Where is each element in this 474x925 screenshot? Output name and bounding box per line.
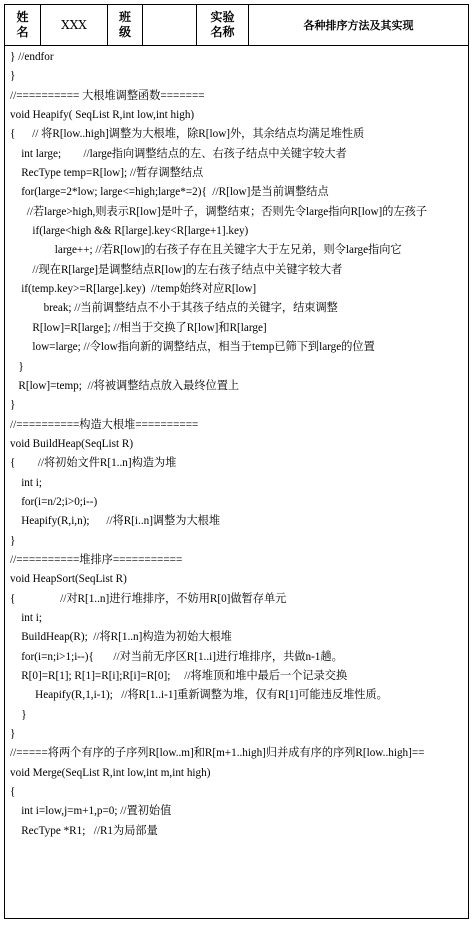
code-line: for(i=n;i>1;i--){ //对当前无序区R[1..i]进行堆排序，共做n-1趟。 <box>10 650 343 663</box>
code-line: void HeapSort(SeqList R) <box>10 573 127 586</box>
code-line: } <box>10 399 16 412</box>
name-value: XXX <box>61 18 87 32</box>
experiment-title: 各种排序方法及其实现 <box>303 19 414 32</box>
code-line: break; //当前调整结点不小于其孩子结点的关键字，结束调整 <box>10 302 338 315</box>
code-line: for(i=n/2;i>0;i--) <box>10 495 98 508</box>
class-label: 班 级 <box>118 10 131 39</box>
code-line: RecType *R1; //R1为局部量 <box>10 824 158 837</box>
code-line: } <box>10 728 16 741</box>
code-line: void BuildHeap(SeqList R) <box>10 437 134 450</box>
class-value-cell <box>143 5 197 45</box>
code-line: void Heapify( SeqList R,int low,int high) <box>10 109 195 122</box>
code-line: int large; //large指向调整结点的左、右孩子结点中关键字较大者 <box>10 147 347 160</box>
code-line: } <box>10 70 16 83</box>
code-line: //========== 大根堆调整函数======= <box>10 89 205 102</box>
code-line: for(large=2*low; large<=high;large*=2){ //R[low]是当前调整结点 <box>10 186 329 199</box>
code-line: Heapify(R,1,i-1); //将R[1..i-1]重新调整为堆，仅有R[1]可能违反堆性质。 <box>10 689 388 702</box>
code-line: int i; <box>10 611 43 624</box>
code-listing <box>5 46 468 841</box>
experiment-label: 实验 名称 <box>210 10 235 39</box>
name-value-cell <box>41 5 108 45</box>
code-line: //若large>high,则表示R[low]是叶子，调整结束；否则先令large指向R[low]的左孩子 <box>10 205 428 218</box>
code-line: //现在R[large]是调整结点R[low]的左右孩子结点中关键字较大者 <box>10 263 343 276</box>
report-header-table <box>5 5 468 46</box>
code-line: //==========堆排序=========== <box>10 553 183 566</box>
class-label-cell <box>108 5 143 45</box>
code-line: } <box>10 708 27 721</box>
code-line: { //将初始文件R[1..n]构造为堆 <box>10 457 177 470</box>
experiment-report-sheet <box>4 4 469 919</box>
code-line: large++; //若R[low]的右孩子存在且关键字大于左兄弟，则令large指向它 <box>10 244 402 257</box>
name-label: 姓 名 <box>16 10 29 39</box>
code-line: R[low]=temp; //将被调整结点放入最终位置上 <box>10 379 240 392</box>
code-line: { //对R[1..n]进行堆排序，不妨用R[0]做暂存单元 <box>10 592 287 605</box>
code-line: RecType temp=R[low]; //暂存调整结点 <box>10 167 204 180</box>
code-line: } <box>10 534 16 547</box>
code-line: low=large; //令low指向新的调整结点，相当于temp已筛下到large的位置 <box>10 341 375 354</box>
code-line: void Merge(SeqList R,int low,int m,int high) <box>10 766 211 779</box>
code-line: if(temp.key>=R[large].key) //temp始终对应R[low] <box>10 283 257 296</box>
code-line: R[0]=R[1]; R[1]=R[i];R[i]=R[0]; //将堆顶和堆中最后一个记录交换 <box>10 670 348 682</box>
code-line: int i; <box>10 476 43 489</box>
code-line: } <box>10 360 24 373</box>
code-line: Heapify(R,i,n); //将R[i..n]调整为大根堆 <box>10 515 221 528</box>
code-line: { // 将R[low..high]调整为大根堆，除R[low]外，其余结点均满足堆性质 <box>10 128 365 141</box>
code-line: BuildHeap(R); //将R[1..n]构造为初始大根堆 <box>10 631 232 644</box>
code-line: if(large<high && R[large].key<R[large+1].key) <box>10 225 249 238</box>
code-line: { <box>10 786 16 799</box>
code-line: //==========构造大根堆========== <box>10 418 199 431</box>
code-line: } //endfor <box>10 51 54 63</box>
code-line: R[low]=R[large]; //相当于交换了R[low]和R[large] <box>10 321 267 334</box>
name-label-cell <box>5 5 41 45</box>
code-line: //=====将两个有序的子序列R[low..m]和R[m+1..high]归并成有序的序列R[low..high]== <box>10 747 425 760</box>
experiment-value-cell <box>249 5 468 45</box>
experiment-label-cell <box>197 5 249 45</box>
code-line: int i=low,j=m+1,p=0; //置初始值 <box>10 805 172 818</box>
